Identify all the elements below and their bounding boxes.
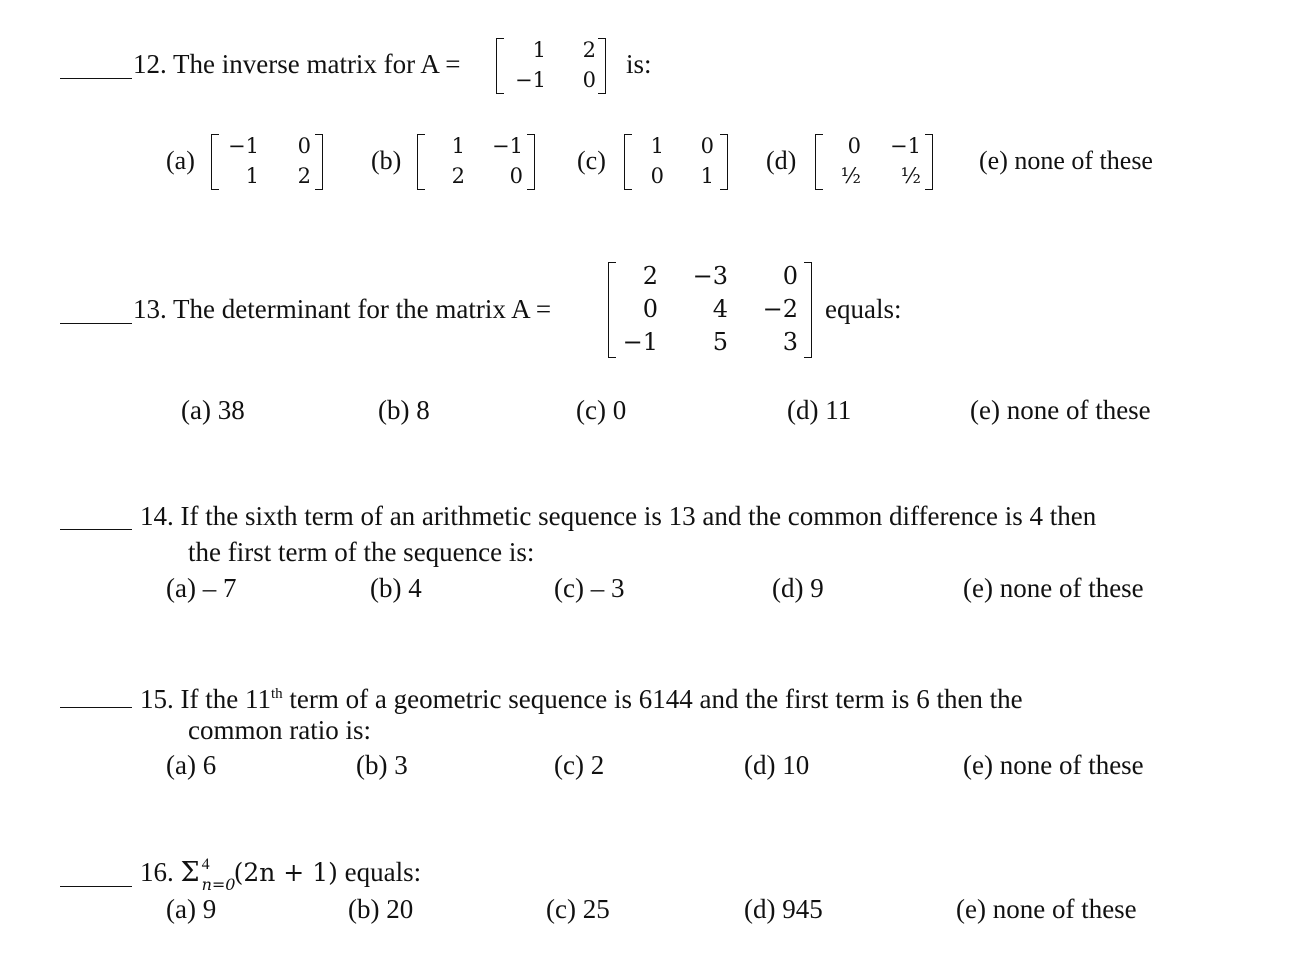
question-15-line1 <box>140 676 1023 717</box>
question-14-line1: 14. If the sixth term of an arithmetic sequence is 13 and the common difference is 4 then <box>140 501 1097 531</box>
matrix-cell: 2 <box>582 38 596 62</box>
sum-expression: (2n + 1) <box>233 858 338 887</box>
option-12a-label: (a) <box>166 146 195 175</box>
matrix-cell: 1 <box>650 134 664 158</box>
option-12e[interactable]: (e) none of these <box>979 146 1153 175</box>
matrix-cell: −2 <box>762 295 798 323</box>
matrix-cell: 1 <box>245 164 259 188</box>
matrix-cell: −1 <box>515 68 546 92</box>
question-16-suffix: equals: <box>344 857 422 887</box>
matrix-cell: 1 <box>532 38 546 62</box>
option-14b[interactable]: (b) 4 <box>370 573 422 603</box>
matrix-cell: −3 <box>692 262 728 290</box>
sigma-symbol: Σ <box>180 857 200 888</box>
matrix-cell: −1 <box>492 134 523 158</box>
option-13e[interactable]: (e) none of these <box>970 395 1151 425</box>
question-12-suffix: is: <box>626 49 652 79</box>
matrix-cell: 0 <box>582 68 596 92</box>
matrix-cell: 0 <box>700 134 714 158</box>
question-13-suffix: equals: <box>825 294 902 324</box>
matrix-cell: 3 <box>782 328 798 356</box>
option-15b[interactable]: (b) 3 <box>356 750 408 780</box>
option-15a[interactable]: (a) 6 <box>166 750 217 780</box>
option-14e[interactable]: (e) none of these <box>963 573 1144 603</box>
option-12b-label: (b) <box>371 146 402 175</box>
matrix-cell: −1 <box>228 134 259 158</box>
option-12c-label: (c) <box>577 146 606 175</box>
question-15-ordinal: th <box>270 686 283 702</box>
question-16-number: 16. <box>140 857 174 887</box>
answer-blank-14[interactable] <box>60 529 132 530</box>
matrix-cell: 0 <box>650 164 664 188</box>
option-14c[interactable]: (c) – 3 <box>554 573 625 603</box>
matrix-cell: 0 <box>297 134 311 158</box>
question-12-matrix <box>496 38 616 96</box>
option-13c[interactable]: (c) 0 <box>576 395 627 425</box>
option-15e[interactable]: (e) none of these <box>963 750 1144 780</box>
matrix-cell: 2 <box>297 164 311 188</box>
matrix-cell: −1 <box>622 328 658 356</box>
matrix-cell: ½ <box>900 164 921 188</box>
matrix-cell: 0 <box>847 134 861 158</box>
option-13d[interactable]: (d) 11 <box>787 395 852 425</box>
option-16b[interactable]: (b) 20 <box>348 894 414 924</box>
option-16c[interactable]: (c) 25 <box>546 894 610 924</box>
question-15-line1-b: term of a geometric sequence is 6144 and the first term is 6 then the <box>282 684 1023 714</box>
option-16a[interactable]: (a) 9 <box>166 894 217 924</box>
answer-blank-15[interactable] <box>60 707 132 708</box>
matrix-cell: 1 <box>700 164 714 188</box>
question-14-line2: the first term of the sequence is: <box>188 537 535 567</box>
matrix-cell: 1 <box>451 134 465 158</box>
sum-lower-limit: n=0 <box>201 875 236 894</box>
option-14d[interactable]: (d) 9 <box>772 573 824 603</box>
question-16-text <box>140 854 422 894</box>
question-15-line2: common ratio is: <box>188 715 371 745</box>
option-12b-matrix[interactable] <box>417 134 542 192</box>
question-15-line1-a: 15. If the 11 <box>140 684 271 714</box>
option-13a[interactable]: (a) 38 <box>181 395 245 425</box>
option-12d-matrix[interactable] <box>815 134 940 192</box>
question-13-matrix <box>608 262 822 362</box>
question-13-text: 13. The determinant for the matrix A = <box>133 294 552 324</box>
option-15c[interactable]: (c) 2 <box>554 750 605 780</box>
matrix-cell: 0 <box>509 164 523 188</box>
matrix-cell: 0 <box>782 262 798 290</box>
sum-upper-limit: 4 <box>201 856 210 873</box>
answer-blank-16[interactable] <box>60 886 132 887</box>
matrix-cell: 5 <box>712 328 728 356</box>
option-15d[interactable]: (d) 10 <box>744 750 810 780</box>
option-16e[interactable]: (e) none of these <box>956 894 1137 924</box>
matrix-cell: 4 <box>712 295 728 323</box>
question-12-text: 12. The inverse matrix for A = <box>133 49 461 79</box>
option-12c-matrix[interactable] <box>624 134 734 192</box>
answer-blank-12[interactable] <box>60 78 132 79</box>
option-16d[interactable]: (d) 945 <box>744 894 823 924</box>
option-12d-label: (d) <box>766 146 797 175</box>
matrix-cell: 0 <box>642 295 658 323</box>
option-13b[interactable]: (b) 8 <box>378 395 430 425</box>
answer-blank-13[interactable] <box>60 323 132 324</box>
matrix-cell: ½ <box>840 164 861 188</box>
option-14a[interactable]: (a) – 7 <box>166 573 237 603</box>
matrix-cell: 2 <box>451 164 465 188</box>
option-12a-matrix[interactable] <box>211 134 331 192</box>
matrix-cell: 2 <box>642 262 658 290</box>
matrix-cell: −1 <box>890 134 921 158</box>
